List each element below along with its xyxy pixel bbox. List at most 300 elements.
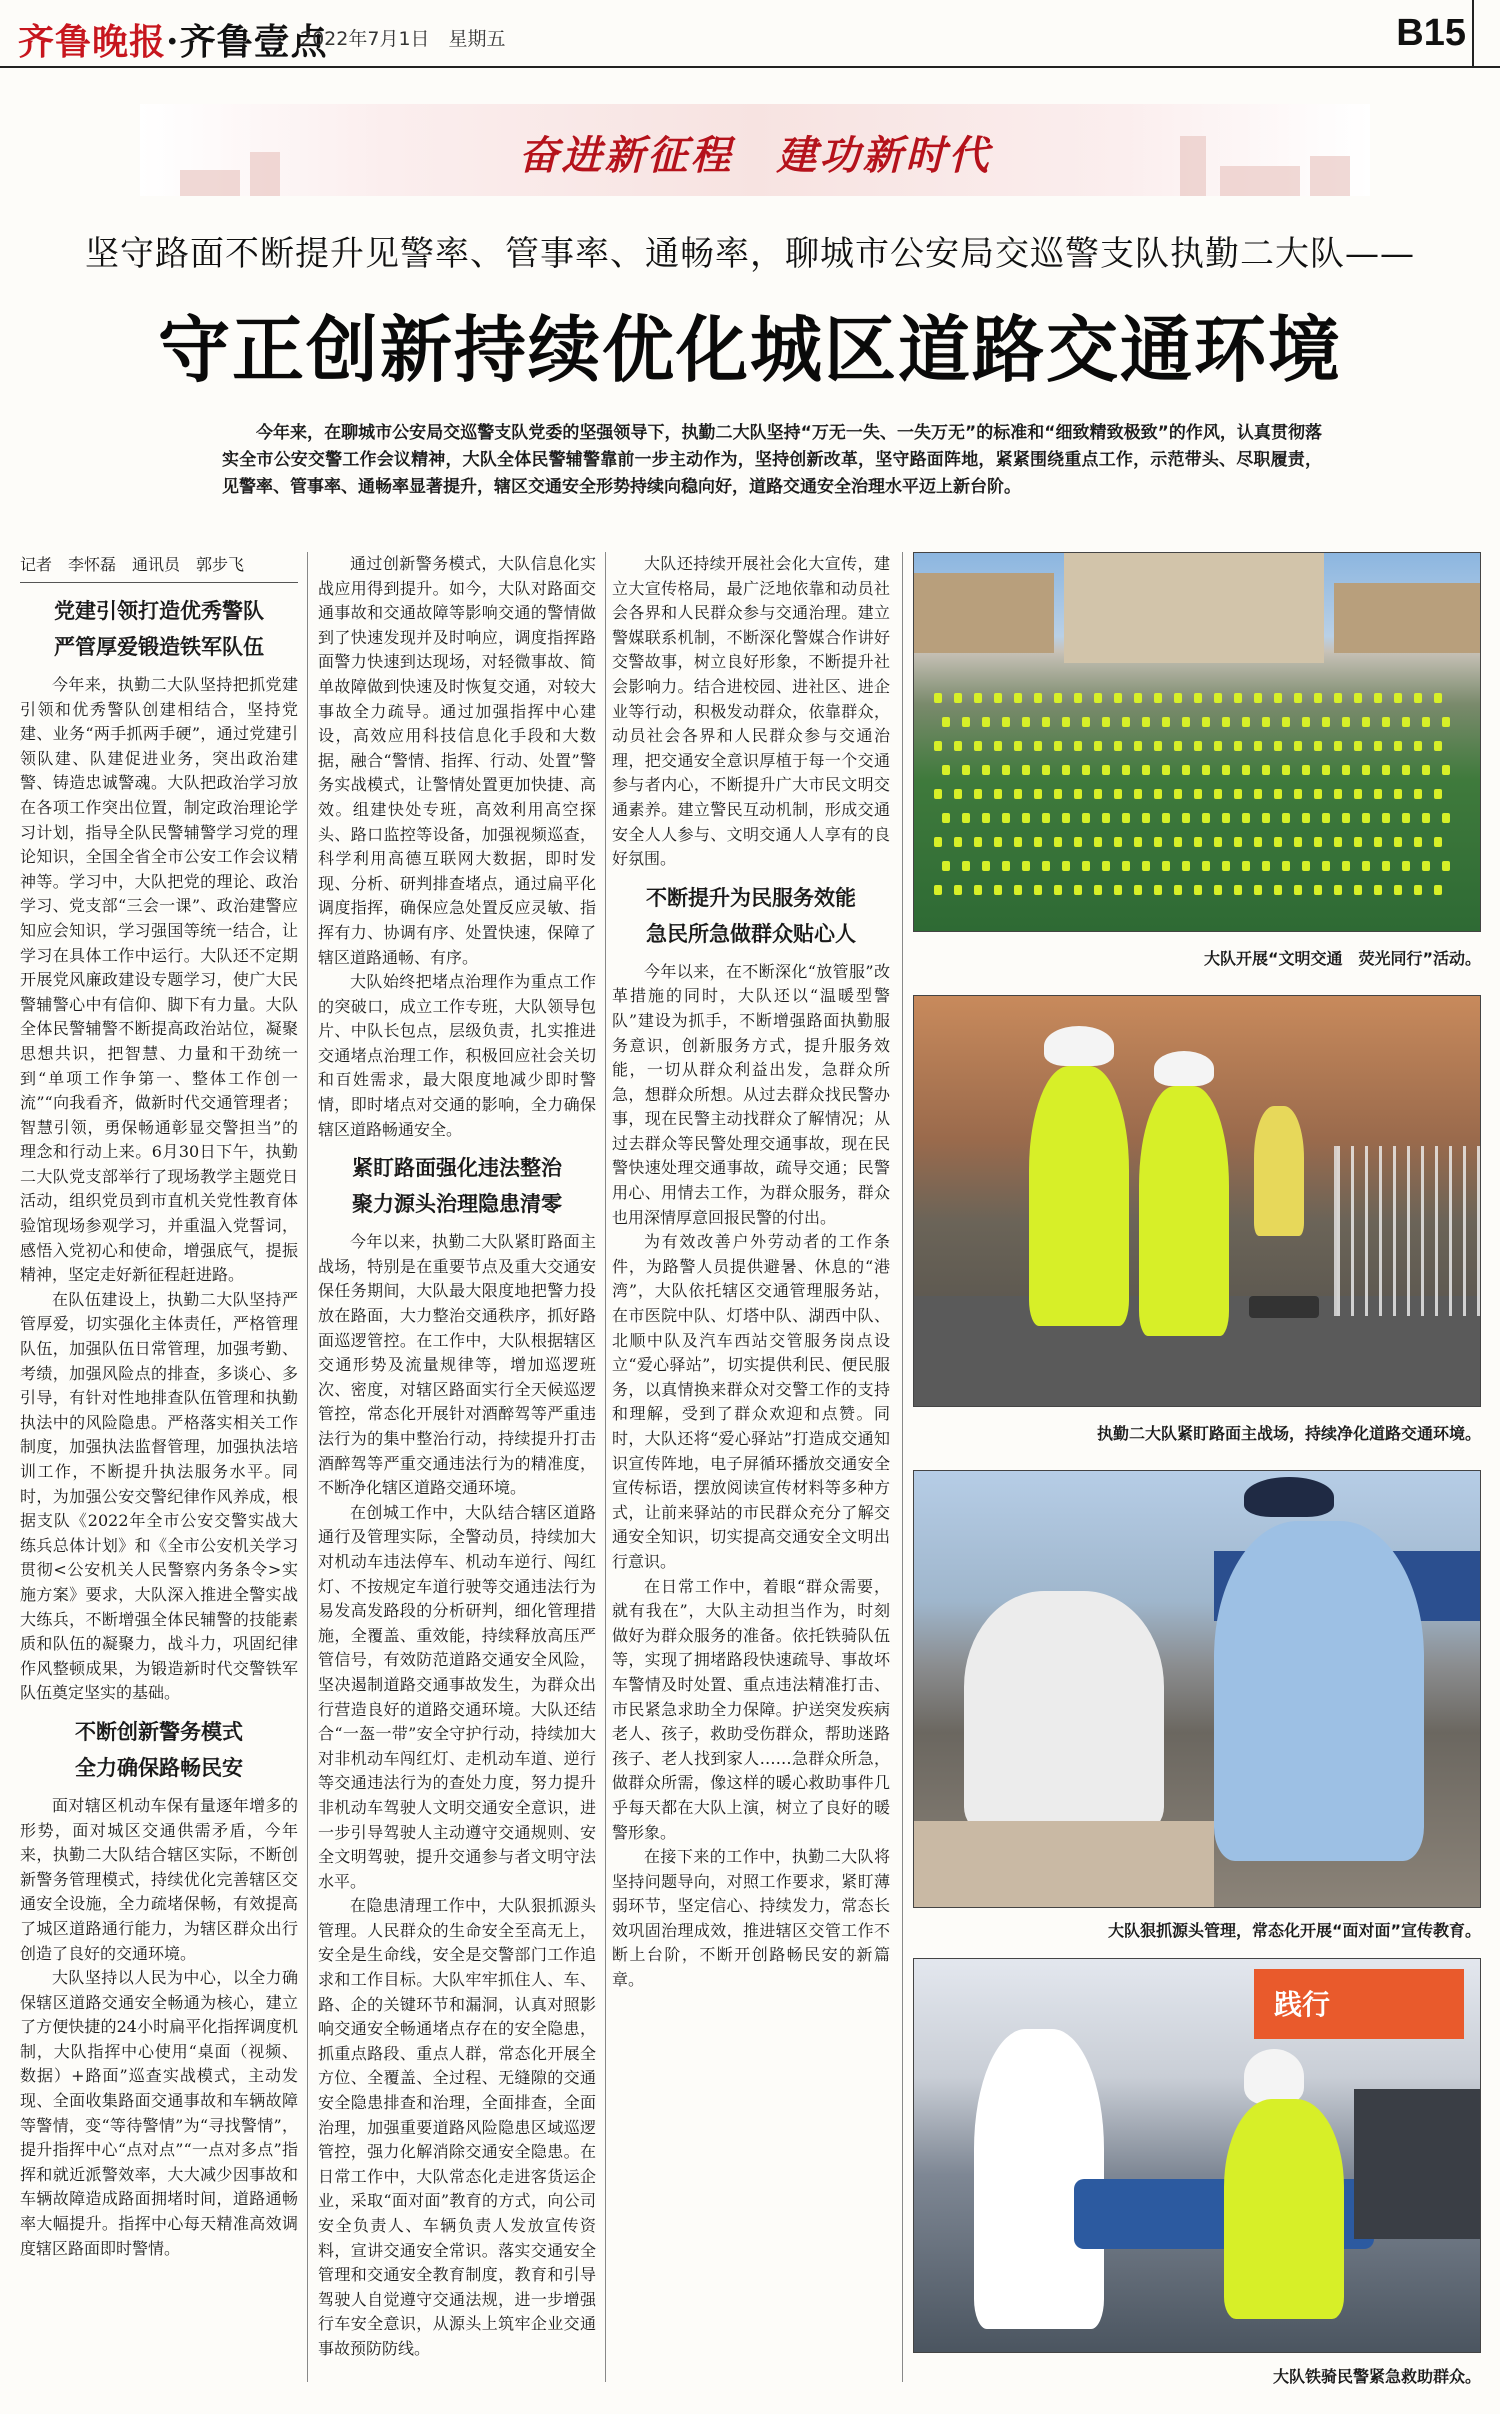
paragraph: 大队还持续开展社会化大宣传，建立大宣传格局，最广泛地依靠和动员社会各界和人民群众参与交通治理。建立警媒联系机制，不断深化警媒合作讲好交警故事，树立良好形象，不断提升社会影响力。结合进校园、进社区、进企业等行动，积极发动群众，依靠群众，动员社会各界和人民群众参与交通治理，把交通安全意识厚植于每一个交通参与者内心，不断提升广大市民文明交通素养。建立警民互动机制，形成交通安全人人参与、文明交通人人享有的良好氛围。 xyxy=(612,554,890,869)
student-figure xyxy=(1102,717,1110,727)
photo-emergency-rescue xyxy=(913,1958,1481,2353)
student-figure xyxy=(982,861,990,871)
student-figure xyxy=(1002,765,1010,775)
student-figure xyxy=(1342,813,1350,823)
student-figure xyxy=(1254,789,1262,799)
paragraph: 今年以来，在不断深化“放管服”改革措施的同时，大队还以“温暖型警队”建设为抓手，不断增强路面执勤服务意识，创新服务方式，提升服务效能，一切从群众利益出发，急群众所急，想群众所想。从过去群众找民警办事，现在民警主动找群众了解情况；从过去群众等民警处理交通事故，现在民警快速处理交通事故，疏导交通；民警用心、用情去工作，为群众服务，群众也用深情厚意回报民警的付出。 xyxy=(612,961,890,1227)
student-figure xyxy=(1334,885,1342,895)
student-figure xyxy=(1234,837,1242,847)
logo-separator: · xyxy=(166,21,180,63)
student-figure xyxy=(1162,765,1170,775)
police-helmet xyxy=(1244,2049,1304,2104)
student-figure xyxy=(1414,885,1422,895)
student-figure xyxy=(962,861,970,871)
student-figure xyxy=(1222,717,1230,727)
student-figure xyxy=(1042,861,1050,871)
masthead xyxy=(0,0,1500,68)
school-building xyxy=(1334,583,1481,653)
student-figure xyxy=(1174,693,1182,703)
student-figure xyxy=(1274,885,1282,895)
student-figure xyxy=(1434,789,1442,799)
section-title-line: 全力确保路畅民安 xyxy=(75,1754,243,1780)
student-figure xyxy=(1442,813,1450,823)
student-figure xyxy=(1142,861,1150,871)
student-figure xyxy=(1122,813,1130,823)
student-figure xyxy=(1114,885,1122,895)
student-figure xyxy=(1202,717,1210,727)
photo-civilized-traffic-activity xyxy=(913,552,1481,932)
student-figure xyxy=(1394,837,1402,847)
student-figure xyxy=(1262,765,1270,775)
student-figure xyxy=(1374,789,1382,799)
student-figure xyxy=(1134,741,1142,751)
student-figure xyxy=(1362,717,1370,727)
student-figure xyxy=(1294,693,1302,703)
student-figure xyxy=(1334,741,1342,751)
student-figure xyxy=(1382,717,1390,727)
student-figure xyxy=(1282,861,1290,871)
student-figure xyxy=(1054,885,1062,895)
student-figure xyxy=(1114,789,1122,799)
student-figure xyxy=(1222,765,1230,775)
student-figure xyxy=(1334,693,1342,703)
page-number: B15 xyxy=(1396,12,1466,54)
paragraph: 面对辖区机动车保有量逐年增多的形势，面对城区交通供需矛盾，今年来，执勤二大队结合辖区实际，不断创新警务管理模式，持续优化完善辖区交通安全设施，全力疏堵保畅，有效提高了城区道路通行能力，为辖区群众出行创造了良好的交通环境。 xyxy=(20,1795,298,1963)
student-figure xyxy=(954,693,962,703)
student-figure xyxy=(1342,717,1350,727)
student-figure xyxy=(934,837,942,847)
student-figure xyxy=(974,693,982,703)
student-figure xyxy=(974,789,982,799)
student-figure xyxy=(1094,885,1102,895)
student-figure xyxy=(1194,789,1202,799)
student-figure xyxy=(1294,837,1302,847)
student-figure xyxy=(1202,765,1210,775)
student-figure xyxy=(1322,813,1330,823)
student-figure xyxy=(1214,741,1222,751)
student-figure xyxy=(1194,837,1202,847)
student-figure xyxy=(1274,693,1282,703)
student-figure xyxy=(1414,837,1422,847)
student-figure xyxy=(1074,789,1082,799)
police-cap xyxy=(1044,1026,1114,1066)
student-figure xyxy=(1182,813,1190,823)
column-divider xyxy=(902,552,903,2382)
student-figure xyxy=(1014,741,1022,751)
student-figure xyxy=(1082,813,1090,823)
student-figure xyxy=(1394,885,1402,895)
student-figure xyxy=(1362,861,1370,871)
police-cap xyxy=(1244,1477,1334,1517)
student-figure xyxy=(1214,885,1222,895)
main-headline: 守正创新持续优化城区道路交通环境 xyxy=(157,307,1342,392)
student-figure xyxy=(1102,813,1110,823)
student-figure xyxy=(1274,789,1282,799)
student-figure xyxy=(942,717,950,727)
student-figure xyxy=(1174,837,1182,847)
student-figure xyxy=(1442,717,1450,727)
student-figure xyxy=(1062,717,1070,727)
student-figure xyxy=(1434,885,1442,895)
student-figure xyxy=(1002,861,1010,871)
student-figure xyxy=(1414,741,1422,751)
student-figure xyxy=(1122,861,1130,871)
student-figure xyxy=(1394,789,1402,799)
student-figure xyxy=(1182,717,1190,727)
paragraph: 在日常工作中，着眼“群众需要，就有我在”，大队主动担当作为，时刻做好为群众服务的准备。依托铁骑队伍等，实现了拥堵路段快速疏导、事故坏车警情及时处置、重点违法精准打击、市民紧急求助全力保障。护送突发疾病老人、孩子，救助受伤群众，帮助迷路孩子、老人找到家人……急群众所急，做群众所需，像这样的暖心救助事件几乎每天都在大队上演，树立了良好的暖警形象。 xyxy=(612,1576,890,1842)
student-figure xyxy=(1162,861,1170,871)
student-figure xyxy=(1102,861,1110,871)
photo-caption: 执勤二大队紧盯路面主战场，持续净化道路交通环境。 xyxy=(1096,1424,1481,1443)
student-figure xyxy=(1154,741,1162,751)
student-figure xyxy=(1034,741,1042,751)
student-figure xyxy=(1414,693,1422,703)
article-column-3 xyxy=(612,552,890,1993)
student-figure xyxy=(1214,693,1222,703)
student-figure xyxy=(1394,693,1402,703)
student-figure xyxy=(1054,837,1062,847)
student-figure xyxy=(1422,717,1430,727)
headline-kicker: 坚守路面不断提升见警率、管事率、通畅率，聊城市公安局交巡警支队执勤二大队—— xyxy=(85,234,1415,274)
student-figure xyxy=(1314,837,1322,847)
logo-name: 齐鲁晚报 xyxy=(18,21,167,63)
article-column-1 xyxy=(20,552,298,2261)
student-figure xyxy=(982,813,990,823)
newspaper-logo xyxy=(18,14,328,65)
student-figure xyxy=(1094,789,1102,799)
car-shape xyxy=(1354,2089,1481,2239)
page-number-rule xyxy=(1472,0,1474,68)
theme-banner xyxy=(140,104,1370,196)
student-figure xyxy=(1414,789,1422,799)
student-figure xyxy=(1234,885,1242,895)
student-figure xyxy=(1002,813,1010,823)
paragraph: 在隐患清理工作中，大队狠抓源头管理。人民群众的生命安全至高无上，安全是生命线，安全是交警部门工作追求和工作目标。大队牢牢抓住人、车、路、企的关键环节和漏洞，认真对照影响交通安全畅通堵点存在的安全隐患，抓重点路段、重点人群，常态化开展全方位、全覆盖、全过程、无缝隙的交通安全隐患排查和治理，全面排查，全面治理，加强重要道路风险隐患区域巡逻管控，强力化解消除交通安全隐患。在日常工作中，大队常态化走进客货运企业，采取“面对面”教育的方式，向公司安全负责人、车辆负责人发放宣传资料，宣讲交通安全常识。落实交通安全管理和交通安全教育制度，教育和引导驾驶人自觉遵守交通法规，进一步增强行车安全意识，从源头上筑牢企业交通事故预防防线。 xyxy=(318,1896,596,2358)
student-figure xyxy=(1054,789,1062,799)
student-figure xyxy=(1242,717,1250,727)
student-figure xyxy=(1342,861,1350,871)
photo-road-patrol xyxy=(913,995,1481,1407)
student-figure xyxy=(1174,789,1182,799)
student-figure xyxy=(1274,741,1282,751)
student-figure xyxy=(1194,693,1202,703)
student-figure xyxy=(1402,813,1410,823)
student-figure xyxy=(1282,765,1290,775)
student-figure xyxy=(1054,741,1062,751)
student-figure xyxy=(1434,693,1442,703)
student-figure xyxy=(1062,765,1070,775)
student-figure xyxy=(1334,789,1342,799)
student-figure xyxy=(1314,693,1322,703)
signboard-text: 践行 xyxy=(1274,1988,1331,2021)
student-figure xyxy=(1434,741,1442,751)
student-figure xyxy=(1134,837,1142,847)
student-figure xyxy=(1094,837,1102,847)
student-figure xyxy=(1254,885,1262,895)
student-figure xyxy=(994,693,1002,703)
student-figure xyxy=(1402,861,1410,871)
student-figure xyxy=(1122,765,1130,775)
student-figure xyxy=(1282,813,1290,823)
lead-paragraph: 今年来，在聊城市公安局交巡警支队党委的坚强领导下，执勤二大队坚持“万无一失、一失万无”的标准和“细致精致极致”的作风，认真贯彻落实全市公安交警工作会议精神，大队全体民警辅警靠前一步主动作为，坚持创新改革，坚守路面阵地，紧紧围绕重点工作，示范带头、尽职履责，见警率、管事率、通畅率显著提升，辖区交通安全形势持续向稳向好，道路交通安全治理水平迈上新台阶。 xyxy=(222,423,1322,497)
vehicle-step xyxy=(914,1821,1214,1908)
student-figure xyxy=(1114,693,1122,703)
student-figure xyxy=(1162,813,1170,823)
student-figure xyxy=(1174,885,1182,895)
student-figure xyxy=(1322,861,1330,871)
student-figure xyxy=(934,789,942,799)
logo-subbrand: 齐鲁壹点 xyxy=(179,21,328,63)
truck-driver xyxy=(964,1591,1164,1831)
pedestrian xyxy=(1254,1106,1304,1236)
student-figure xyxy=(1034,885,1042,895)
student-figure xyxy=(1202,861,1210,871)
student-figure xyxy=(1014,837,1022,847)
student-figure xyxy=(1302,717,1310,727)
student-figure xyxy=(962,813,970,823)
student-figure xyxy=(934,885,942,895)
student-figure xyxy=(954,837,962,847)
student-figure xyxy=(1194,885,1202,895)
student-figure xyxy=(1174,741,1182,751)
student-figure xyxy=(1022,717,1030,727)
paragraph: 在创城工作中，大队结合辖区道路通行及管理实际，全警动员，持续加大对机动车违法停车、机动车逆行、闯红灯、不按规定车道行驶等交通违法行为易发高发路段的分析研判，细化管理措施，全覆盖、重效能，持续释放高压严管信号，有效防范道路交通安全风险，坚决遏制道路交通事故发生，为群众出行营造良好的道路交通环境。大队还结合“一盔一带”安全守护行动，持续加大对非机动车闯红灯、走机动车道、逆行等交通违法行为的查处力度，努力提升非机动车驾驶人文明交通安全意识，进一步引导驾驶人主动遵守交通规则、安全文明驾驶，提升交通参与者文明守法水平。 xyxy=(318,1502,596,1891)
student-figure xyxy=(1154,837,1162,847)
column-divider xyxy=(605,552,606,2382)
student-figure xyxy=(1034,837,1042,847)
student-figure xyxy=(1114,837,1122,847)
student-figure xyxy=(1022,813,1030,823)
article-column-2 xyxy=(318,552,596,2362)
student-figure xyxy=(1142,717,1150,727)
student-figure xyxy=(1082,717,1090,727)
student-figure xyxy=(1394,741,1402,751)
paragraph: 大队始终把堵点治理作为重点工作的突破口，成立工作专班，大队领导包片、中队长包点，层级负责，扎实推进交通堵点治理工作，积极回应社会关切和百姓需求，最大限度地减少即时警情，即时堵点对交通的影响，全力确保辖区道路畅通安全。 xyxy=(318,972,596,1139)
student-figure xyxy=(1254,693,1262,703)
student-figure xyxy=(994,837,1002,847)
student-figure xyxy=(1074,885,1082,895)
student-figure xyxy=(954,741,962,751)
banner-slogan: 奋进新征程 建功新时代 xyxy=(518,132,992,179)
student-figure xyxy=(1094,741,1102,751)
section-title-line: 聚力源头治理隐患清零 xyxy=(352,1191,562,1217)
student-figure xyxy=(1042,765,1050,775)
paragraph: 大队坚持以人民为中心，以全力确保辖区道路交通安全畅通为核心，建立了方便快捷的24小时扁平化指挥调度机制，大队指挥中心使用“桌面（视频、数据）+路面”巡查实战模式，主动发现、全面收集路面交通事故和车辆故障等警情，变“等待警情”为“寻找警情”，提升指挥中心“点对点”“一点对多点”指挥和就近派警效率，大大减少因事故和车辆故障造成路面拥堵时间，道路通畅率大幅提升。指挥中心每天精准高效调度辖区路面即时警情。 xyxy=(20,1968,298,2258)
student-figure xyxy=(982,765,990,775)
student-figure xyxy=(1422,861,1430,871)
school-building xyxy=(1064,553,1324,663)
student-figure xyxy=(1354,837,1362,847)
section-title-line: 严管厚爱锻造铁军队伍 xyxy=(54,634,264,659)
student-figure xyxy=(1334,837,1342,847)
student-figure xyxy=(1354,693,1362,703)
student-figure xyxy=(974,741,982,751)
student-figure xyxy=(1254,741,1262,751)
student-figure xyxy=(1134,789,1142,799)
student-figure xyxy=(1002,717,1010,727)
police-cap xyxy=(1154,1051,1214,1086)
section-title-line: 不断创新警务模式 xyxy=(75,1718,243,1744)
student-figure xyxy=(1282,717,1290,727)
student-figure xyxy=(1342,765,1350,775)
student-figure xyxy=(1154,693,1162,703)
student-figure xyxy=(974,837,982,847)
student-figure xyxy=(1374,885,1382,895)
student-figure xyxy=(1314,885,1322,895)
student-figure xyxy=(1234,741,1242,751)
student-figure xyxy=(962,765,970,775)
section-title-line: 急民所急做群众贴心人 xyxy=(646,920,856,946)
student-figure xyxy=(1362,813,1370,823)
student-figure xyxy=(1374,837,1382,847)
paragraph: 为有效改善户外劳动者的工作条件，为路警人员提供避暑、休息的“港湾”，大队依托辖区交通管理服务站，在市医院中队、灯塔中队、湖西中队、北顺中队及汽车西站交管服务岗点设立“爱心驿站”，切实提供利民、便民服务，以真情换来群众对交警工作的支持和理解，受到了群众欢迎和点赞。同时，大队还将“爱心驿站”打造成交通知识宣传阵地，电子屏循环播放交通安全宣传标语，摆放阅读宣传材料等多种方式，让前来驿站的市民群众充分了解交通安全知识，切实提高交通安全文明出行意识。 xyxy=(612,1232,890,1571)
student-figure xyxy=(1402,765,1410,775)
student-figure xyxy=(1234,693,1242,703)
student-figure xyxy=(1234,789,1242,799)
student-figure xyxy=(1262,717,1270,727)
student-figure xyxy=(1034,693,1042,703)
student-figure xyxy=(994,741,1002,751)
student-figure xyxy=(1254,837,1262,847)
student-figure xyxy=(1122,717,1130,727)
student-figure xyxy=(1442,765,1450,775)
photo-caption: 大队开展“文明交通 荧光同行”活动。 xyxy=(1203,949,1481,968)
student-figure xyxy=(1114,741,1122,751)
student-figure xyxy=(1242,813,1250,823)
student-figure xyxy=(1042,813,1050,823)
student-figure xyxy=(1042,717,1050,727)
paragraph: 在队伍建设上，执勤二大队坚持严管厚爱，切实强化主体责任，严格管理队伍，加强队伍日常管理，加强考勤、考绩，加强风险点的排查，多谈心、多引导，有针对性地排查队伍管理和执勤执法中的风险隐患。严格落实相关工作制度，加强执法监督管理，加强执法培训工作，不断提升执法服务水平。同时，为加强公安交警纪律作风养成，根据支队《2022年全市公安交警实战大练兵总体计划》和《全市公安机关学习贯彻<公安机关人民警察内务条令>实施方案》要求，大队深入推进全警实战大练兵，不断增强全体民辅警的技能素质和队伍的凝聚力，战斗力，巩固纪律作风整顿成果，为锻造新时代交警铁军队伍奠定坚实的基础。 xyxy=(20,1289,298,1703)
student-figure xyxy=(1182,765,1190,775)
student-figure xyxy=(1074,741,1082,751)
school-building xyxy=(914,573,1054,653)
student-figure xyxy=(1154,885,1162,895)
student-figure xyxy=(942,861,950,871)
student-figure xyxy=(1354,789,1362,799)
student-figure xyxy=(942,813,950,823)
student-figure xyxy=(1242,861,1250,871)
student-figure xyxy=(1314,789,1322,799)
student-figure xyxy=(1074,837,1082,847)
student-figure xyxy=(962,717,970,727)
signboard xyxy=(1254,1969,1464,2039)
student-figure xyxy=(1014,885,1022,895)
column-divider xyxy=(307,552,308,2382)
student-figure xyxy=(1014,789,1022,799)
student-figure xyxy=(1302,813,1310,823)
student-figure xyxy=(1134,885,1142,895)
student-figure xyxy=(1222,813,1230,823)
student-figure xyxy=(1022,765,1030,775)
student-figure xyxy=(1222,861,1230,871)
student-figure xyxy=(954,789,962,799)
photo-caption: 大队狠抓源头管理，常态化开展“面对面”宣传教育。 xyxy=(1107,1921,1481,1940)
student-figure xyxy=(1382,813,1390,823)
student-figure xyxy=(1242,765,1250,775)
student-figure xyxy=(1102,765,1110,775)
student-figure xyxy=(1074,693,1082,703)
student-figure xyxy=(982,717,990,727)
student-figure xyxy=(1322,765,1330,775)
student-figure xyxy=(974,885,982,895)
byline: 记者 李怀磊 通讯员 郭步飞 xyxy=(20,552,298,583)
student-figure xyxy=(1294,741,1302,751)
section-title xyxy=(318,1150,596,1222)
student-figure xyxy=(1202,813,1210,823)
student-figure xyxy=(1374,741,1382,751)
student-figure xyxy=(942,765,950,775)
traffic-officer xyxy=(1029,1066,1129,1326)
paragraph: 今年以来，执勤二大队紧盯路面主战场，特别是在重要节点及重大交通安保任务期间，大队最大限度地把警力投放在路面，大力整治交通秩序，抓好路面巡逻管控。在工作中，大队根据辖区交通形势及流量规律等，增加巡逻班次、密度，对辖区路面实行全天候巡逻管控，常态化开展针对酒醉驾等严重违法行为的集中整治行动，持续提升打击酒醉驾等严重交通违法行为的精准度，不断净化辖区道路交通环境。 xyxy=(318,1232,596,1498)
issue-date: 2022年7月1日 星期五 xyxy=(300,28,506,50)
student-figure xyxy=(954,885,962,895)
student-figure xyxy=(1082,861,1090,871)
section-title xyxy=(20,1714,298,1786)
student-figure xyxy=(1142,813,1150,823)
student-figure xyxy=(1294,885,1302,895)
student-figure xyxy=(1214,837,1222,847)
student-figure xyxy=(1382,861,1390,871)
student-figure xyxy=(1294,789,1302,799)
section-title-line: 不断提升为民服务效能 xyxy=(646,884,856,910)
photo-face-to-face-education xyxy=(913,1470,1481,1908)
road-barrier xyxy=(1334,1146,1481,1316)
student-figure xyxy=(1442,861,1450,871)
student-figure xyxy=(1182,861,1190,871)
student-figure xyxy=(1162,717,1170,727)
section-title xyxy=(20,593,298,665)
student-figure xyxy=(1062,861,1070,871)
section-title-line: 党建引领打造优秀警队 xyxy=(54,598,264,623)
student-figure xyxy=(1262,813,1270,823)
paragraph: 在接下来的工作中，执勤二大队将坚持问题导向，对照工作要求，紧盯薄弱环节，坚定信心、持续发力，常态长效巩固治理成效，推进辖区交管工作不断上台阶，不断开创路畅民安的新篇章。 xyxy=(612,1847,890,1990)
student-figure xyxy=(1262,861,1270,871)
student-figure xyxy=(994,789,1002,799)
student-figure xyxy=(1134,693,1142,703)
vehicle-wheel xyxy=(1249,1296,1319,1318)
paragraph: 今年来，执勤二大队坚持把抓党建引领和优秀警队创建相结合，坚持党建、业务“两手抓两手硬”，通过党建引领队建、队建促进业务，突出政治建警、铸造忠诚警魂。大队把政治学习放在各项工作突出位置，制定政治理论学习计划，指导全队民警辅警学习党的理论知识，全国全省全市公安工作会议精神等。学习中，大队把党的理论、政治学习、党支部“三会一课”、政治建警应知应会知识，学习强国等统一结合，让学习在具体工作中运行。大队还不定期开展党风廉政建设专题学习，使广大民警辅警心中有信仰、脚下有力量。大队全体民警辅警不断提高政治站位，凝聚思想共识，把智慧、力量和干劲统一到“单项工作争第一、整体工作创一流”“向我看齐，做新时代交通管理者；智慧引领，勇保畅通彰显交警担当”的理念和行动上来。6月30日下午，执勤二大队党支部举行了现场教学主题党日活动，组织党员到市直机关党性教育体验馆现场参观学习，并重温入党誓词，感悟入党初心和使命，增强底气，提振精神，坚定走好新征程赶进路。 xyxy=(20,675,298,1285)
student-figure xyxy=(1302,765,1310,775)
student-figure xyxy=(934,741,942,751)
student-figure xyxy=(1274,837,1282,847)
student-figure xyxy=(1422,765,1430,775)
student-figure xyxy=(994,885,1002,895)
student-figure xyxy=(1354,741,1362,751)
police-officer xyxy=(1214,1521,1424,1861)
student-figure xyxy=(1082,765,1090,775)
traffic-officer xyxy=(1139,1086,1229,1336)
student-figure xyxy=(1374,693,1382,703)
photo-caption: 大队铁骑民警紧急救助群众。 xyxy=(1272,2367,1481,2386)
student-figure xyxy=(1314,741,1322,751)
student-figure xyxy=(1434,837,1442,847)
student-figure xyxy=(1054,693,1062,703)
student-figure xyxy=(1022,861,1030,871)
motorcycle-officer xyxy=(1224,2099,1344,2319)
student-figure xyxy=(1302,861,1310,871)
section-title xyxy=(612,880,890,952)
student-figure xyxy=(1402,717,1410,727)
student-figure xyxy=(1094,693,1102,703)
student-figure xyxy=(1014,693,1022,703)
student-figure xyxy=(1142,765,1150,775)
student-figure xyxy=(1362,765,1370,775)
paragraph: 通过创新警务模式，大队信息化实战应用得到提升。如今，大队对路面交通事故和交通故障等影响交通的警情做到了快速发现并及时响应，调度指挥路面警力快速到达现场，对轻微事故、简单故障做到快速及时恢复交通，对较大事故全力疏导。通过加强指挥中心建设，高效应用科技信息化手段和大数据，融合“警情、指挥、行动、处置”警务实战模式，让警情处置更加快捷、高效。组建快处专班，高效利用高空探头、路口监控等设备，加强视频巡查，科学利用高德互联网大数据，即时发现、分析、研判排查堵点，通过扁平化调度指挥，确保应急处置反应灵敏、指挥有力、协调有序、处置快速，保障了辖区道路通畅、有序。 xyxy=(318,554,596,967)
student-figure xyxy=(1422,813,1430,823)
student-figure xyxy=(1154,789,1162,799)
section-title-line: 紧盯路面强化违法整治 xyxy=(352,1155,562,1181)
student-figure xyxy=(1034,789,1042,799)
